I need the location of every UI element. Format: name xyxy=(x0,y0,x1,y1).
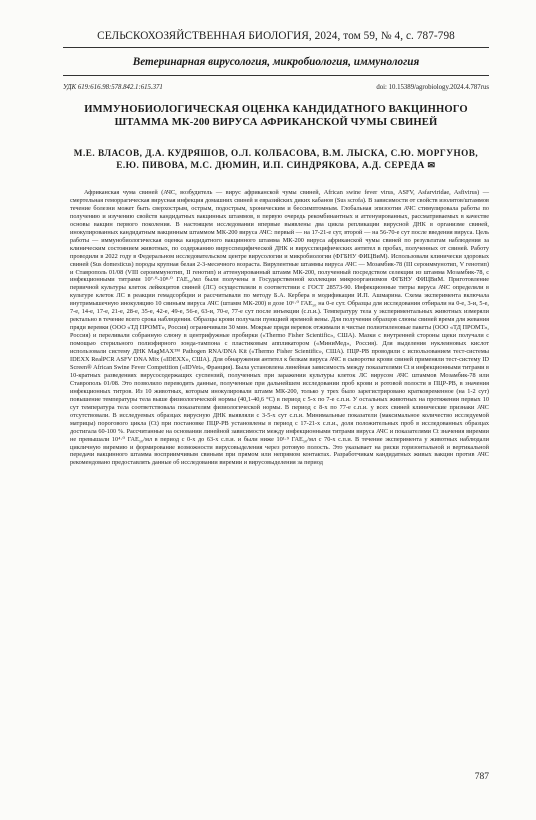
journal-header: СЕЛЬСКОХОЗЯЙСТВЕННАЯ БИОЛОГИЯ, 2024, том 59, № 4, с. 787-798 xyxy=(97,30,455,42)
page-number: 787 xyxy=(474,772,489,782)
abstract-text: Африканская чума свиней (АЧС, возбудитель — вирус африканской чумы свиней, African swine fever virus, ASFV, Asfarviridae, Asfivirus) — смертельная геморрагическая вирусная инфекция домашних свиней и евразийских диких кабанов (Sus scrofa). В зависимости от свойств изолятов/штаммов течение болезни может быть сверхострым, острым, подострым, хроническим и бессимптомным. Глобальная эпизоотия АЧС стимулировала работы по получению и изучению свойств кандидатных вакцинных штаммов, в первую очередь рекомбинантных и аттенуированных, рассматриваемых в качестве основы вакцин первого поколения. В настоящем исследовании впервые выявлены два цикла репликации вирусной ДНК в организме свиней, инокулированных кандидатным вакцинным штаммом МК-200 вируса АЧС: первый — на 17-21-е сут, второй — на 56-70-е сут после введения вируса. Цель работы — иммунобиологическая оценка кандидатного вакцинного штамма МК-200 вируса африканской чумы свиней по результатам наблюдения за клиническим состоянием животных, по содержанию вирусспецифической ДНК и вирусспецифических антител в пробах, полученных от свиней. Работу проводили в 2022 году в Федеральном исследовательском центре вирусологии и микробиологии (ФГБНУ ФИЦВиМ). Использовали клинически здоровых свиней (Sus domesticus) породы крупная белая 2-3-месячного возраста. Вирулентные штаммы вируса АЧС — Мозамбик-78 (III сероиммунотип, V генотип) и Ставрополь 01/08 (VIII сероиммунотип, II генотип) и аттенуированный штамм МК-200, полученный посредством селекции из штамма Мозамбик-78, с инфекционными титрами 10⁷·⁰-10⁸·⁰ ГАЕ₅₀/мл были получены в Государственной коллекции микроорганизмов ФГБНУ ФИЦВиМ. Приготовление первичной культуры клеток лейкоцитов свиней (ЛС) осуществляли в соответствии с ГОСТ 28573-90. Инфекционные титры вируса АЧС определяли в культуре клеток ЛС в реакции гемадсорбции и рассчитывали по методу Б.А. Кербера в модификации И.П. Ашмарина. Схема эксперимента включала внутримышечную инокуляцию 10 свиньям вируса АЧС (штамм МК-200) в дозе 10⁶·⁰ ГАЕ₅₀ на 0-е сут. Образцы для исследования отбирали на 0-е, 3-и, 5-е, 7-е, 14-е, 17-е, 21-е, 28-е, 35-е, 42-е, 49-е, 56-е, 63-и, 70-е, 77-е сут после инъекции (с.п.и.). Температуру тела у экспериментальных животных измеряли ректально в течение всего срока наблюдения. Образцы крови получали пункцией яремной вены. Для получения образцов слюны свиней время для жевания пряди веревки (ООО «ТД ПРОМТ», Россия) ограничивали 30 мин. Мокрые пряди веревок отжимали в чистые полиэтиленовые пакеты (ООО «ТД ПРОМТ», Россия) и переливали собранную слюну в центрифужные пробирки («Thermo Fisher Scientific», США). Мазки с внутренней стороны щеки получали с помощью стерильного полиэфирного зонда-тампона с пластиковым аппликатором («МиниМед», Россия). Для выделения нуклеиновых кислот использовали систему ДНК MagMAX™ Pathogen RNA/DNA Kit («Thermo Fisher Scientific», США). ПЦР-РВ проводили с использованием тест-системы IDEXX RealPCR ASFV DNA Mix («IDEXX», США). Для обнаружения антител к белкам вируса АЧС в сыворотке крови свиней применяли тест-систему ID Screen® African Swine Fever Competition («IDVet», Франция). Была установлена линейная зависимость между показателями Ct и инфекционными титрами в 10-кратных разведениях вирусосодержащих суспензий, полученных при заражении культуры клеток ЛС вирусом АЧС штаммов Мозамбик-78 или Ставрополь 01/08. Это позволило переводить данные, полученные при дальнейшем исследовании проб крови и ротовой полости в ПЦР-РВ, в значения инфекционных титров. Из 10 животных, которым инокулировали штамм МК-200, только у трех было зарегистрировано кратковременное (на 1-2 сут) повышение температуры тела выше физиологической нормы (40,1-40,6 °С) в период с 5-х по 7-е с.п.и. У остальных животных на протяжении первых 10 сут температура тела соответствовала показателям физиологической нормы. В период с 8-х по 77-е с.п.и. у всех свиней клинические признаки АЧС отсутствовали. В исследуемых образцах вирусную ДНК выявляли с 3-5-х сут с.п.и. Минимальные показатели (максимальное количество исследуемой матрицы) порогового цикла (Ct) при постановке ПЦР-РВ установлены в период с 17-21-х с.п.и., доля положительных проб в исследованных образцах достигала 60-100 %. Рассчитанные на основании линейной зависимости между инфекционными титрами вируса АЧС и показателями Ct значения виремии не превышали 10⁴·⁰ ГАЕ₅₀/мл в период с 0-х до 63-х с.п.и. и были ниже 10¹·⁹ ГАЕ₅₀/мл с 70-х с.п.и. В течение эксперимента у животных наблюдали цикличную виремию и формирование возможности вирусовыделения через ротовую полость. Это указывает на риски горизонтальной и вертикальной передачи вакцинного штамма восприимчивым свиньям при прямом или непрямом контактах. Разработчикам кандидатных живых вакцин против АЧС рекомендовано предоставлять данные об исследовании виремии и вирусовыделения за период xyxy=(70,189,489,467)
header-rule-top xyxy=(63,47,489,48)
article-title: ИММУНОБИОЛОГИЧЕСКАЯ ОЦЕНКА КАНДИДАТНОГО ВАКЦИННОГО ШТАММА МК-200 ВИРУСА АФРИКАНСКОЙ ЧУМЫ СВИНЕЙ xyxy=(84,104,468,128)
identifier-line xyxy=(63,84,489,91)
header-rule-bottom xyxy=(63,75,489,76)
doi[interactable]: doi: 10.15389/agrobiology.2024.4.787rus xyxy=(376,84,489,91)
section-heading: Ветеринарная вирусология, микробиология, иммунология xyxy=(132,56,420,68)
abstract xyxy=(70,189,489,467)
udc-code: УДК 619:616.98:578.842.1:615.371 xyxy=(63,84,163,91)
author-list: М.Е. ВЛАСОВ, Д.А. КУДРЯШОВ, О.Л. КОЛБАСОВА, В.М. ЛЫСКА, С.Ю. МОРГУНОВ, Е.Ю. ПИВОВА, М.С. ДЮМИН, И.П. СИНДРЯКОВА, А.Д. СЕРЕДА ✉ xyxy=(73,148,479,170)
